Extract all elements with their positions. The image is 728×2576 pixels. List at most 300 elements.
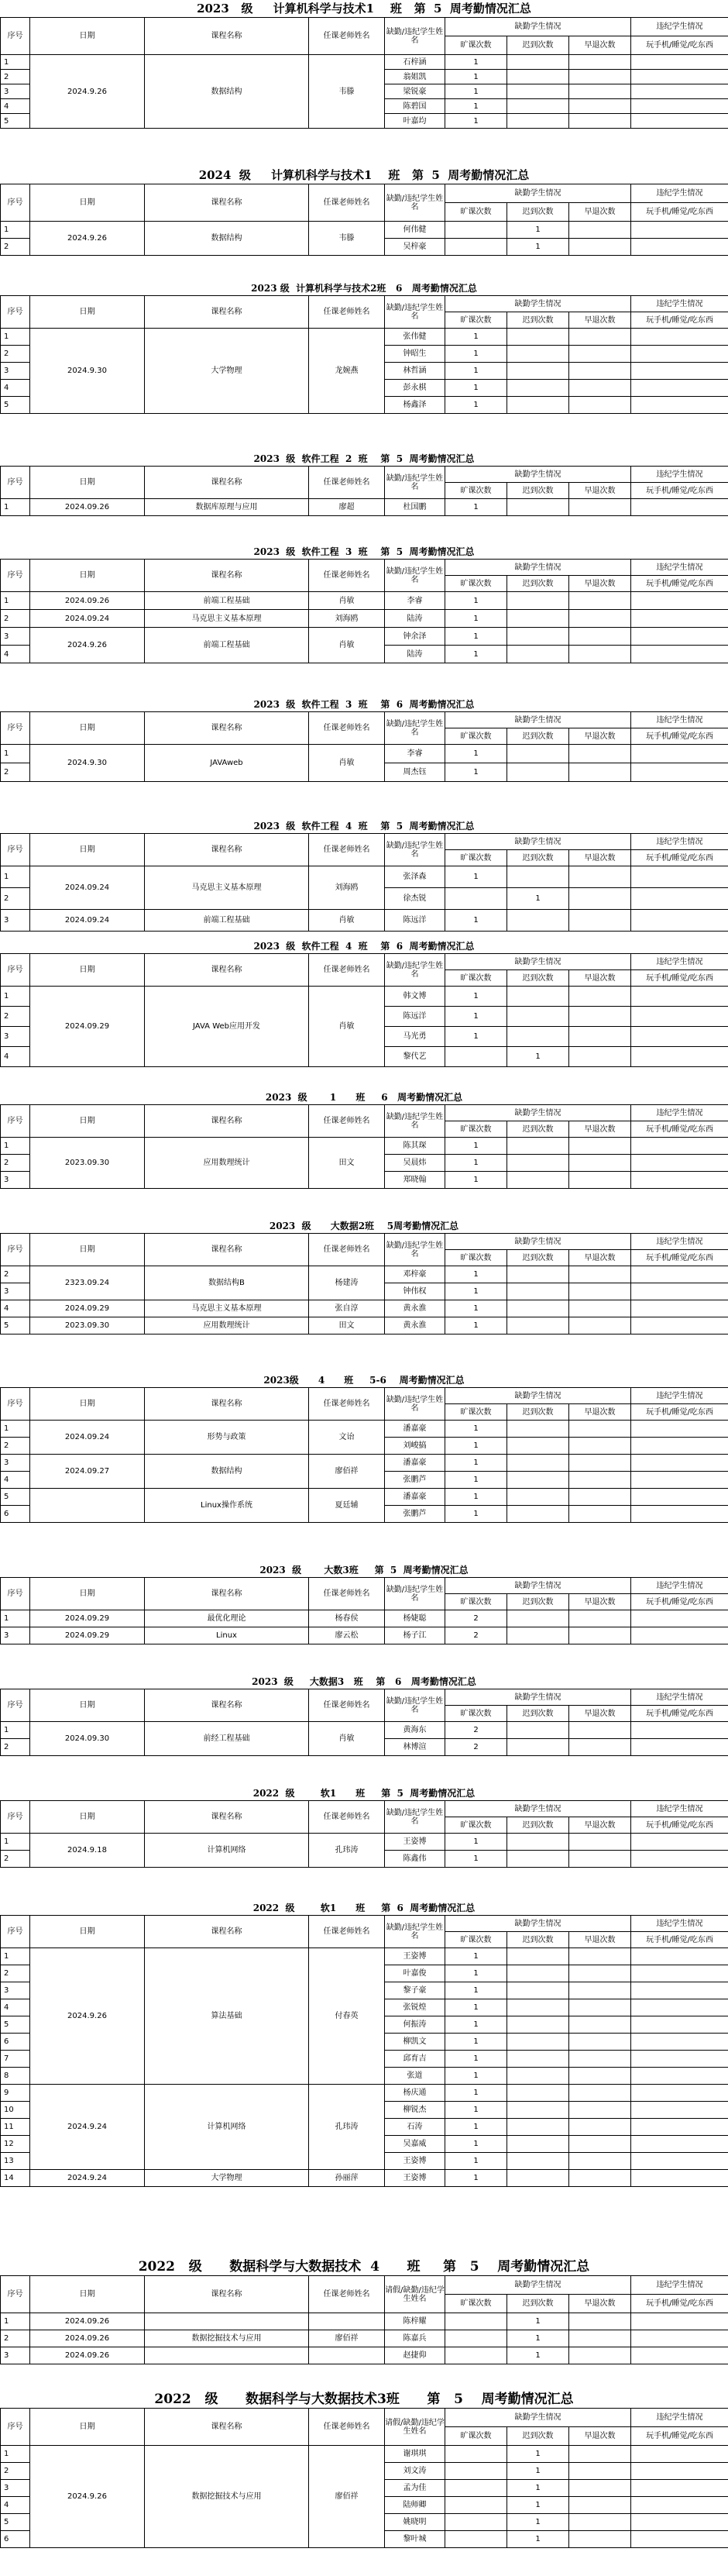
header-late: 迟到次数 [507,203,569,222]
cell-truancy: 1 [445,1283,507,1300]
cell-truancy: 2 [445,1610,507,1627]
cell-early [569,222,631,239]
cell-discipline [631,888,728,910]
header-truancy: 旷课次数 [445,483,507,499]
header-teacher: 任课老师姓名 [309,1234,385,1266]
header-late: 迟到次数 [507,1817,569,1834]
cell-seq: 4 [1,2497,30,2514]
header-discipline-group: 违纪学生情况 [631,954,728,970]
cell-seq: 2 [1,1155,30,1172]
header-date: 日期 [30,1105,145,1138]
cell-late [507,763,569,782]
table-row [1,1627,728,1644]
cell-discipline [631,1438,728,1455]
header-student: 缺勤/违纪学生姓名 [385,1801,445,1834]
cell-truancy [445,2446,507,2463]
cell-seq: 2 [1,1266,30,1283]
header-late: 迟到次数 [507,2427,569,2446]
cell-student: 钟伟权 [385,1283,445,1300]
cell-teacher [309,2313,385,2330]
cell-early [569,1266,631,1283]
header-truancy: 旷课次数 [445,850,507,866]
cell-early [569,1722,631,1739]
header-early: 早退次数 [569,1817,631,1834]
header-truancy: 旷课次数 [445,1121,507,1138]
table-row [1,1266,728,1283]
header-late: 迟到次数 [507,850,569,866]
cell-course: 算法基础 [145,1948,309,2085]
cell-truancy: 1 [445,1421,507,1438]
cell-seq: 2 [1,763,30,782]
cell-late: 1 [507,2480,569,2497]
header-date: 日期 [30,184,145,222]
header-truancy: 旷课次数 [445,1706,507,1722]
cell-truancy: 1 [445,1455,507,1472]
cell-discipline [631,222,728,239]
cell-seq: 1 [1,222,30,239]
attendance-section [0,1563,728,1675]
cell-seq: 4 [1,99,30,114]
cell-teacher: 杨建涛 [309,1266,385,1300]
cell-early [569,1834,631,1851]
cell-truancy: 1 [445,2068,507,2085]
cell-seq: 5 [1,1317,30,1334]
cell-early [569,1438,631,1455]
header-teacher: 任课老师姓名 [309,467,385,499]
cell-late [507,70,569,84]
header-late: 迟到次数 [507,2295,569,2313]
cell-student: 陆师卿 [385,2497,445,2514]
cell-course: 数据结构 [145,55,309,129]
header-student: 缺勤/违纪学生姓名 [385,1689,445,1722]
cell-late [507,55,569,70]
header-discipline-group: 违纪学生情况 [631,1388,728,1404]
cell-discipline [631,1172,728,1189]
cell-seq: 1 [1,55,30,70]
cell-discipline [631,1739,728,1756]
cell-early [569,1627,631,1644]
cell-date: 2024.9.26 [30,2446,145,2548]
cell-seq: 4 [1,1472,30,1489]
header-truancy: 旷课次数 [445,1817,507,1834]
cell-seq: 1 [1,1722,30,1739]
header-discipline-detail: 玩手机/睡觉/吃东西 [631,1817,728,1834]
cell-late [507,1027,569,1047]
cell-discipline [631,2153,728,2170]
table-row [1,1489,728,1506]
attendance-section [0,545,728,697]
cell-teacher: 廖佰祥 [309,2330,385,2347]
header-discipline-group: 违纪学生情况 [631,18,728,36]
cell-early [569,888,631,910]
table-row [1,592,728,610]
cell-seq: 5 [1,1489,30,1506]
header-course: 课程名称 [145,2409,309,2446]
section-title: 2022 级 软1 班 第 5 周考勤情况汇总 [252,1788,476,1799]
cell-early [569,610,631,628]
cell-seq: 3 [1,1172,30,1189]
cell-date: 2024.09.29 [30,1300,145,1317]
cell-truancy: 1 [445,2102,507,2119]
header-discipline-detail: 玩手机/睡觉/吃东西 [631,1121,728,1138]
header-discipline-detail: 玩手机/睡觉/吃东西 [631,312,728,329]
section-title: 2023 级 软件工程 4 班 第 5 周考勤情况汇总 [253,821,475,832]
cell-early [569,2119,631,2136]
section-title: 2023 级 大数据3 班 第 6 周考勤情况汇总 [252,1676,476,1687]
cell-seq: 3 [1,363,30,380]
header-student: 缺勤/违纪学生姓名 [385,1105,445,1138]
cell-student: 张泽森 [385,866,445,888]
cell-discipline [631,1266,728,1283]
header-truancy: 旷课次数 [445,1594,507,1610]
cell-late [507,1317,569,1334]
cell-early [569,2051,631,2068]
cell-late [507,1627,569,1644]
cell-truancy: 1 [445,1472,507,1489]
attendance-table [0,295,728,414]
cell-late [507,2034,569,2051]
header-date: 日期 [30,1234,145,1266]
cell-course: 数据挖掘技术与应用 [145,2330,309,2347]
cell-late [507,910,569,932]
attendance-section [0,452,728,545]
header-teacher: 任课老师姓名 [309,834,385,866]
cell-student: 吴梓豪 [385,239,445,256]
cell-truancy: 1 [445,1506,507,1523]
cell-truancy: 1 [445,84,507,99]
table-row [1,499,728,516]
cell-seq: 4 [1,1047,30,1067]
attendance-table [0,466,728,516]
header-date: 日期 [30,2276,145,2313]
cell-truancy: 1 [445,987,507,1007]
cell-late [507,1472,569,1489]
cell-date: 2024.9.26 [30,55,145,129]
table-row [1,2347,728,2364]
header-seq: 序号 [1,18,30,55]
cell-truancy: 1 [445,2136,507,2153]
cell-late: 1 [507,2463,569,2480]
cell-truancy: 1 [445,397,507,414]
header-discipline-detail: 玩手机/睡觉/吃东西 [631,1706,728,1722]
cell-discipline [631,592,728,610]
header-seq: 序号 [1,2276,30,2313]
cell-early [569,99,631,114]
cell-early [569,1851,631,1868]
cell-truancy: 1 [445,99,507,114]
cell-discipline [631,1317,728,1334]
cell-late [507,1506,569,1523]
cell-teacher [309,2347,385,2364]
header-date: 日期 [30,954,145,987]
cell-seq: 9 [1,2085,30,2102]
cell-student: 吴晨炜 [385,1155,445,1172]
cell-early [569,2153,631,2170]
cell-truancy: 1 [445,499,507,516]
header-discipline-detail: 玩手机/睡觉/吃东西 [631,483,728,499]
cell-seq: 11 [1,2119,30,2136]
cell-teacher: 肖敏 [309,1722,385,1756]
cell-truancy: 1 [445,1172,507,1189]
cell-student: 陆涛 [385,646,445,663]
cell-truancy: 1 [445,1317,507,1334]
header-seq: 序号 [1,1388,30,1421]
header-date: 日期 [30,18,145,55]
cell-early [569,1047,631,1067]
header-truancy: 旷课次数 [445,576,507,592]
cell-early [569,363,631,380]
cell-teacher: 韦滕 [309,222,385,256]
attendance-section [0,1373,728,1563]
cell-late: 1 [507,2313,569,2330]
attendance-table [0,1800,728,1868]
cell-seq: 1 [1,1138,30,1155]
cell-date: 2024.09.29 [30,1627,145,1644]
header-student: 缺勤/违纪学生姓名 [385,184,445,222]
table-row [1,910,728,932]
header-course: 课程名称 [145,1689,309,1722]
cell-late [507,1999,569,2016]
attendance-section [0,1675,728,1786]
cell-late [507,1739,569,1756]
cell-student: 潘嘉豪 [385,1421,445,1438]
cell-truancy: 1 [445,1982,507,1999]
cell-student: 刘峻搞 [385,1438,445,1455]
cell-early [569,592,631,610]
cell-course: 应用数理统计 [145,1138,309,1189]
cell-late: 1 [507,239,569,256]
cell-early [569,2313,631,2330]
cell-student: 潘嘉豪 [385,1489,445,1506]
header-late: 迟到次数 [507,1404,569,1421]
cell-seq: 1 [1,987,30,1007]
cell-seq: 8 [1,2068,30,2085]
cell-late [507,84,569,99]
cell-student: 石梓涵 [385,55,445,70]
header-early: 早退次数 [569,1250,631,1266]
header-seq: 序号 [1,1105,30,1138]
cell-seq: 3 [1,1627,30,1644]
attendance-section [0,1786,728,1901]
table-row [1,2085,728,2102]
cell-early [569,1472,631,1489]
cell-course: 计算机网络 [145,2085,309,2170]
table-row [1,2313,728,2330]
header-early: 早退次数 [569,2295,631,2313]
cell-late: 1 [507,1047,569,1067]
table-row [1,1421,728,1438]
header-course: 课程名称 [145,1801,309,1834]
cell-date: 2024.09.24 [30,866,145,910]
section-title: 2023 级 软件工程 3 班 第 6 周考勤情况汇总 [253,699,475,710]
cell-late [507,2051,569,2068]
cell-student: 张道 [385,2068,445,2085]
cell-early [569,987,631,1007]
cell-discipline [631,2102,728,2119]
header-late: 迟到次数 [507,1932,569,1948]
cell-course: 大学物理 [145,2170,309,2187]
header-course: 课程名称 [145,18,309,55]
cell-discipline [631,380,728,397]
cell-truancy: 1 [445,1851,507,1868]
cell-late [507,2170,569,2187]
cell-late [507,499,569,516]
cell-late [507,1455,569,1472]
header-course: 课程名称 [145,1916,309,1948]
cell-course: 应用数理统计 [145,1317,309,1334]
attendance-table [0,184,728,256]
header-early: 早退次数 [569,970,631,987]
cell-teacher: 刘海鸥 [309,866,385,910]
cell-late [507,99,569,114]
cell-truancy: 1 [445,346,507,363]
header-late: 迟到次数 [507,36,569,55]
cell-date: 2024.09.26 [30,2347,145,2364]
header-discipline-group: 违纪学生情况 [631,1689,728,1706]
cell-course: 形势与政策 [145,1421,309,1455]
header-discipline-detail: 玩手机/睡觉/吃东西 [631,970,728,987]
cell-late [507,1300,569,1317]
header-teacher: 任课老师姓名 [309,2409,385,2446]
header-absence-group: 缺勤学生情况 [445,2276,631,2295]
cell-discipline [631,987,728,1007]
cell-seq: 1 [1,329,30,346]
cell-student: 黎叶城 [385,2531,445,2548]
header-absence-group: 缺勤学生情况 [445,1234,631,1250]
cell-late [507,2119,569,2136]
cell-student: 邱育吉 [385,2051,445,2068]
cell-discipline [631,1472,728,1489]
cell-course: 计算机网络 [145,1834,309,1868]
header-early: 早退次数 [569,483,631,499]
cell-discipline [631,1155,728,1172]
attendance-table [0,1233,728,1334]
cell-late: 1 [507,222,569,239]
cell-seq: 1 [1,2313,30,2330]
cell-discipline [631,1834,728,1851]
cell-late [507,1438,569,1455]
cell-discipline [631,2463,728,2480]
cell-teacher: 夏廷辅 [309,1489,385,1523]
table-row [1,745,728,763]
cell-late [507,1172,569,1189]
header-seq: 序号 [1,467,30,499]
header-truancy: 旷课次数 [445,36,507,55]
cell-student: 王姿博 [385,2170,445,2187]
table-row [1,2446,728,2463]
header-early: 早退次数 [569,312,631,329]
section-title: 2023级 4 班 5-6 周考勤情况汇总 [263,1375,465,1386]
header-course: 课程名称 [145,834,309,866]
cell-course: 马克思主义基本原理 [145,610,309,628]
table-row [1,610,728,628]
header-early: 早退次数 [569,850,631,866]
header-date: 日期 [30,467,145,499]
attendance-section [0,697,728,819]
cell-course: 前端工程基础 [145,628,309,663]
cell-early [569,1948,631,1965]
table-row [1,1138,728,1155]
header-early: 早退次数 [569,576,631,592]
cell-early [569,2034,631,2051]
cell-teacher: 廖超 [309,499,385,516]
cell-seq: 7 [1,2051,30,2068]
section-title: 2024 级 计算机科学与技术1 班 第 5 周考勤情况汇总 [198,168,530,182]
cell-discipline [631,99,728,114]
cell-seq: 5 [1,2016,30,2034]
cell-late: 1 [507,2347,569,2364]
header-teacher: 任课老师姓名 [309,1388,385,1421]
cell-course: 数据结构B [145,1266,309,1300]
header-late: 迟到次数 [507,1706,569,1722]
cell-date: 2024.09.30 [30,1722,145,1756]
table-row [1,628,728,646]
header-student: 缺勤/违纪学生姓名 [385,467,445,499]
table-row [1,222,728,239]
table-row [1,329,728,346]
table-row [1,1834,728,1851]
cell-student: 杨鑫泽 [385,397,445,414]
cell-late [507,1283,569,1300]
header-discipline-group: 违纪学生情况 [631,1916,728,1932]
cell-seq: 6 [1,2034,30,2051]
cell-student: 潘嘉豪 [385,1455,445,1472]
cell-seq: 2 [1,1851,30,1868]
cell-teacher: 付春英 [309,1948,385,2085]
cell-seq: 5 [1,2514,30,2531]
header-teacher: 任课老师姓名 [309,1578,385,1610]
cell-student: 杜国鹏 [385,499,445,516]
cell-student: 张鹏芦 [385,1506,445,1523]
header-truancy: 旷课次数 [445,2427,507,2446]
table-row [1,1317,728,1334]
header-early: 早退次数 [569,1121,631,1138]
cell-truancy: 1 [445,2170,507,2187]
cell-truancy: 1 [445,2016,507,2034]
cell-date: 2323.09.24 [30,1266,145,1300]
cell-student: 韩文博 [385,987,445,1007]
header-teacher: 任课老师姓名 [309,296,385,329]
cell-student: 黎子豪 [385,1982,445,1999]
header-truancy: 旷课次数 [445,728,507,745]
header-date: 日期 [30,1916,145,1948]
cell-date: 2024.09.26 [30,592,145,610]
cell-seq: 6 [1,1506,30,1523]
cell-early [569,1999,631,2016]
cell-discipline [631,1610,728,1627]
table-row [1,55,728,70]
cell-seq: 3 [1,1455,30,1472]
header-seq: 序号 [1,1916,30,1948]
cell-seq: 4 [1,646,30,663]
cell-discipline [631,2531,728,2548]
cell-student: 张鹏芦 [385,1472,445,1489]
cell-discipline [631,2170,728,2187]
cell-student: 黄永淮 [385,1300,445,1317]
cell-early [569,1155,631,1172]
cell-seq: 3 [1,1027,30,1047]
cell-student: 周杰钰 [385,763,445,782]
cell-course [145,2313,309,2330]
cell-student: 马光勇 [385,1027,445,1047]
cell-truancy: 1 [445,1965,507,1982]
header-student: 请假/缺勤/违纪学生姓名 [385,2409,445,2446]
cell-seq: 2 [1,1007,30,1027]
cell-early [569,380,631,397]
header-course: 课程名称 [145,296,309,329]
cell-teacher: 孔玮涛 [309,2085,385,2170]
attendance-table [0,953,728,1067]
